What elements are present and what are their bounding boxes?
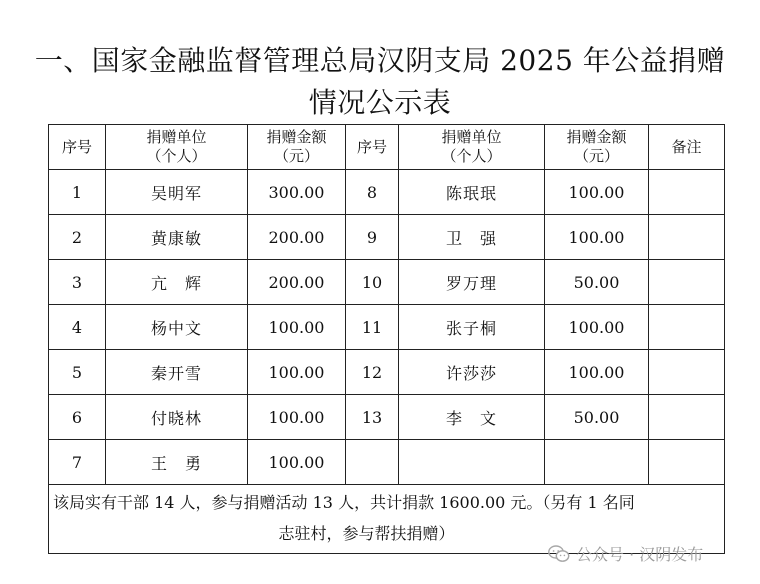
remark-cell	[649, 440, 725, 485]
right-seq: 8	[346, 170, 399, 215]
table-row	[49, 215, 725, 260]
right-donor-name: 许莎莎	[399, 350, 545, 395]
header-unit-left-line1: 捐赠单位	[146, 128, 207, 146]
left-donor-name: 吴明军	[106, 170, 248, 215]
table-row	[49, 395, 725, 440]
header-unit-right-line2: （个人）	[441, 147, 502, 165]
right-amount: 100.00	[545, 305, 649, 350]
right-seq	[346, 440, 399, 485]
header-seq-right: 序号	[346, 125, 399, 170]
header-amount-left-line2: （元）	[273, 147, 319, 165]
remark-cell	[649, 170, 725, 215]
left-donor-name: 付晓林	[106, 395, 248, 440]
summary-line-1: 该局实有干部 14 人，参与捐赠活动 13 人，共计捐款 1600.00 元。（另有 1 名同	[53, 493, 635, 512]
header-unit-left	[106, 125, 248, 170]
right-donor-name: 卫 强	[399, 215, 545, 260]
right-seq: 10	[346, 260, 399, 305]
left-seq: 1	[49, 170, 106, 215]
left-donor-name: 秦开雪	[106, 350, 248, 395]
left-amount: 300.00	[248, 170, 346, 215]
right-seq: 12	[346, 350, 399, 395]
right-amount: 50.00	[545, 395, 649, 440]
header-unit-right	[399, 125, 545, 170]
left-seq: 7	[49, 440, 106, 485]
right-amount: 50.00	[545, 260, 649, 305]
right-donor-name: 罗万理	[399, 260, 545, 305]
header-amount-left	[248, 125, 346, 170]
title-line-1: 一、国家金融监督管理总局汉阴支局 2025 年公益捐赠	[34, 44, 726, 77]
remark-cell	[649, 215, 725, 260]
table-row	[49, 260, 725, 305]
right-seq: 13	[346, 395, 399, 440]
left-seq: 5	[49, 350, 106, 395]
header-unit-right-line1: 捐赠单位	[441, 128, 502, 146]
left-donor-name: 亢 辉	[106, 260, 248, 305]
right-seq: 11	[346, 305, 399, 350]
right-donor-name: 张子桐	[399, 305, 545, 350]
donation-table	[48, 124, 725, 554]
header-amount-left-line1: 捐赠金额	[266, 128, 327, 146]
header-remark: 备注	[649, 125, 725, 170]
left-seq: 4	[49, 305, 106, 350]
remark-cell	[649, 305, 725, 350]
left-amount: 200.00	[248, 215, 346, 260]
header-unit-left-line2: （个人）	[146, 147, 207, 165]
header-seq-left: 序号	[49, 125, 106, 170]
table-row	[49, 440, 725, 485]
title-line-2: 情况公示表	[308, 86, 452, 119]
right-seq: 9	[346, 215, 399, 260]
left-seq: 2	[49, 215, 106, 260]
remark-cell	[649, 260, 725, 305]
header-amount-right-line2: （元）	[573, 147, 619, 165]
watermark-text: 公众号 · 汉阴发布	[576, 545, 704, 564]
right-donor-name	[399, 440, 545, 485]
left-donor-name: 黄康敏	[106, 215, 248, 260]
right-amount: 100.00	[545, 215, 649, 260]
left-amount: 100.00	[248, 350, 346, 395]
table-header-row	[49, 125, 725, 170]
wechat-icon	[548, 545, 570, 563]
right-donor-name: 李 文	[399, 395, 545, 440]
right-amount: 100.00	[545, 350, 649, 395]
left-seq: 3	[49, 260, 106, 305]
right-donor-name: 陈珉珉	[399, 170, 545, 215]
right-amount: 100.00	[545, 170, 649, 215]
left-seq: 6	[49, 395, 106, 440]
header-amount-right-line1: 捐赠金额	[566, 128, 627, 146]
table-row	[49, 170, 725, 215]
left-donor-name: 杨中文	[106, 305, 248, 350]
table-row	[49, 305, 725, 350]
left-donor-name: 王 勇	[106, 440, 248, 485]
left-amount: 100.00	[248, 440, 346, 485]
right-amount	[545, 440, 649, 485]
left-amount: 100.00	[248, 305, 346, 350]
remark-cell	[649, 395, 725, 440]
remark-cell	[649, 350, 725, 395]
header-amount-right	[545, 125, 649, 170]
watermark	[548, 542, 703, 565]
summary-line-2: 志驻村，参与帮扶捐赠）	[278, 524, 455, 543]
left-amount: 100.00	[248, 395, 346, 440]
document-title	[0, 40, 760, 124]
table-row	[49, 350, 725, 395]
left-amount: 200.00	[248, 260, 346, 305]
